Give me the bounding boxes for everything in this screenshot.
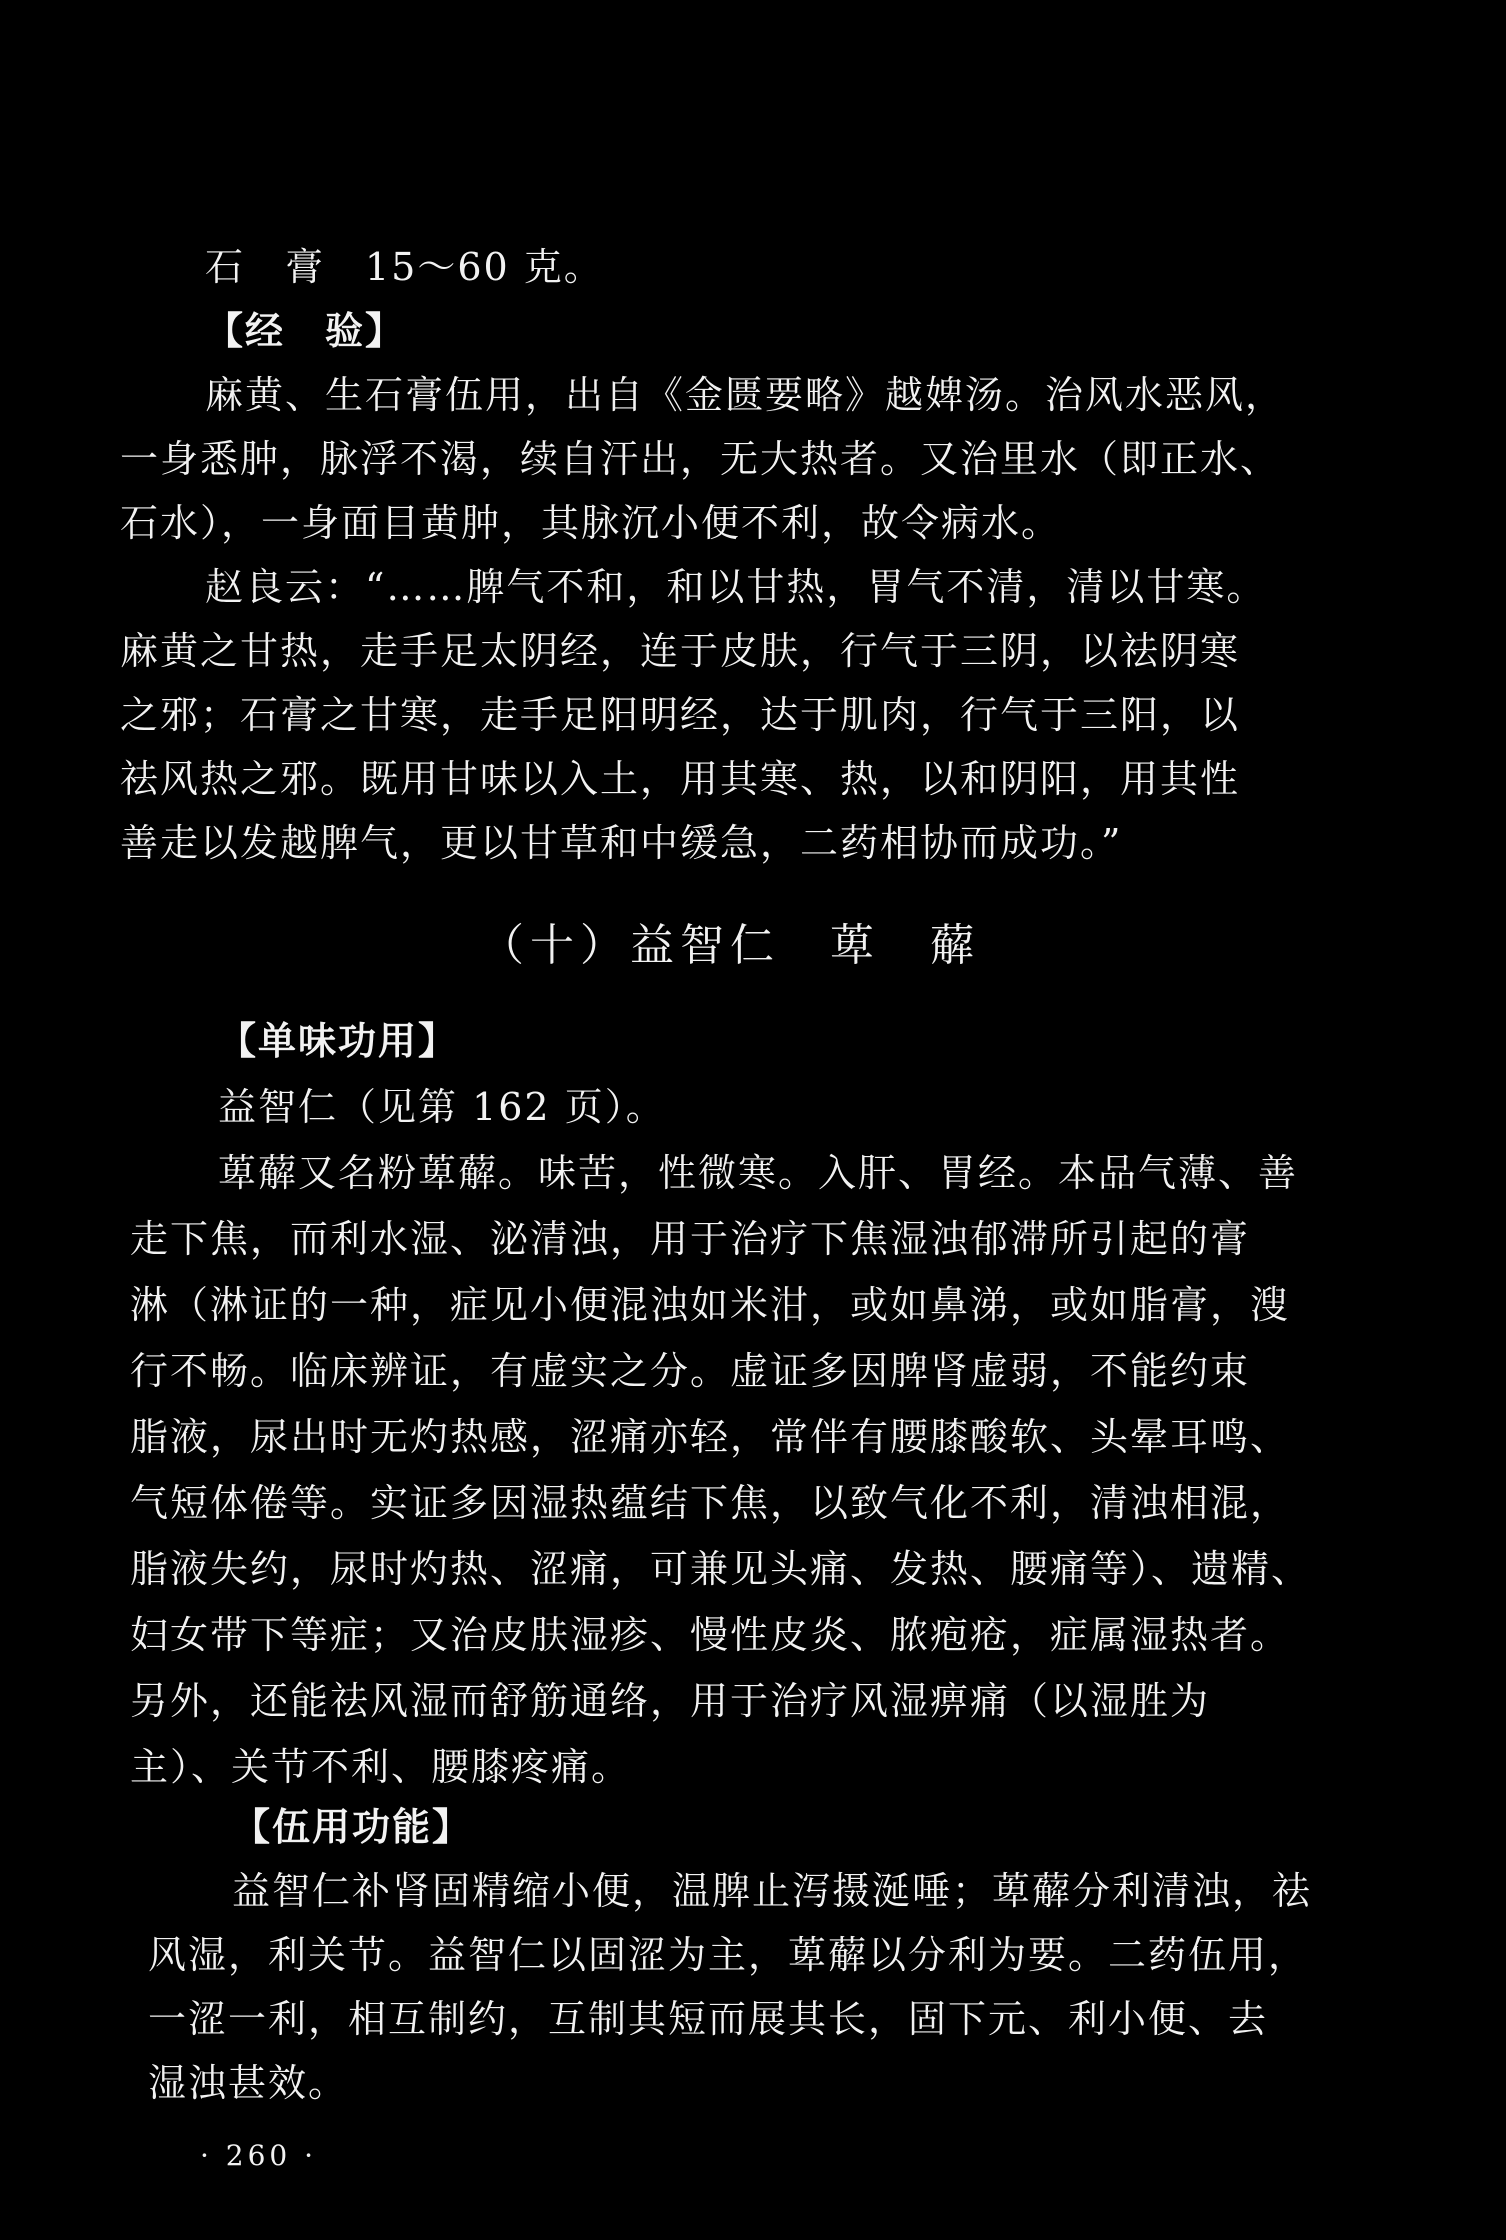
- paragraph-line: 脂液，尿出时无灼热感，涩痛亦轻，常伴有腰膝酸软、头晕耳鸣、: [130, 1415, 1291, 1459]
- paragraph-line: 赵良云：“……脾气不和，和以甘热，胃气不清，清以甘寒。: [205, 565, 1267, 609]
- paragraph-line: 一身悉肿，脉浮不渴，续自汗出，无大热者。又治里水（即正水、: [120, 437, 1281, 481]
- paragraph-line: 麻黄之甘热，走手足太阴经，连于皮肤，行气于三阴，以祛阴寒: [120, 629, 1241, 673]
- paragraph-line: 石水），一身面目黄肿，其脉沉小便不利，故令病水。: [120, 501, 1062, 545]
- paragraph-line: 麻黄、生石膏伍用，出自《金匮要略》越婢汤。治风水恶风，: [205, 373, 1286, 417]
- section-heading: （十）益智仁 萆 薢: [480, 920, 980, 971]
- paragraph-line: 气短体倦等。实证多因湿热蕴结下焦，以致气化不利，清浊相混，: [130, 1481, 1291, 1525]
- paragraph-line: 善走以发越脾气，更以甘草和中缓急，二药相协而成功。”: [120, 821, 1123, 865]
- paragraph-line: 另外，还能祛风湿而舒筋通络，用于治疗风湿痹痛（以湿胜为: [130, 1679, 1211, 1723]
- dosage-line: 石 膏 15～60 克。: [205, 245, 604, 289]
- paragraph-line: 走下焦，而利水湿、泌清浊，用于治疗下焦湿浊郁滞所引起的膏: [130, 1217, 1251, 1261]
- paragraph-line: 妇女带下等症；又治皮肤湿疹、慢性皮炎、脓疱疮，症属湿热者。: [130, 1613, 1291, 1657]
- paragraph-line: 行不畅。临床辨证，有虚实之分。虚证多因脾肾虚弱，不能约束: [130, 1349, 1251, 1393]
- paragraph-line: 淋（淋证的一种，症见小便混浊如米泔，或如鼻涕，或如脂膏，溲: [130, 1283, 1291, 1327]
- section-title-experience: 【经 验】: [205, 309, 406, 353]
- paragraph-line: 益智仁补肾固精缩小便，温脾止泻摄涎唾；萆薢分利清浊，祛: [232, 1869, 1313, 1913]
- paragraph-line: 萆薢又名粉萆薢。味苦，性微寒。入肝、胃经。本品气薄、善: [218, 1151, 1299, 1195]
- paragraph-line: 祛风热之邪。既用甘味以入土，用其寒、热，以和阴阳，用其性: [120, 757, 1241, 801]
- paragraph-line: 一涩一利，相互制约，互制其短而展其长，固下元、利小便、去: [148, 1997, 1269, 2041]
- paragraph-line: 脂液失约，尿时灼热、涩痛，可兼见头痛、发热、腰痛等）、遗精、: [130, 1547, 1312, 1591]
- reference-line: 益智仁（见第 162 页）。: [218, 1085, 666, 1129]
- section-title-combination: 【伍用功能】: [232, 1805, 473, 1849]
- paragraph-line: 湿浊甚效。: [148, 2061, 349, 2105]
- paragraph-line: 风湿，利关节。益智仁以固涩为主，萆薢以分利为要。二药伍用，: [148, 1933, 1309, 1977]
- page-number: · 260 ·: [200, 2139, 318, 2172]
- section-title-single-use: 【单味功用】: [218, 1019, 459, 1063]
- paragraph-line: 之邪；石膏之甘寒，走手足阳明经，达于肌肉，行气于三阳，以: [120, 693, 1241, 737]
- paragraph-line: 主）、关节不利、腰膝疼痛。: [130, 1745, 632, 1789]
